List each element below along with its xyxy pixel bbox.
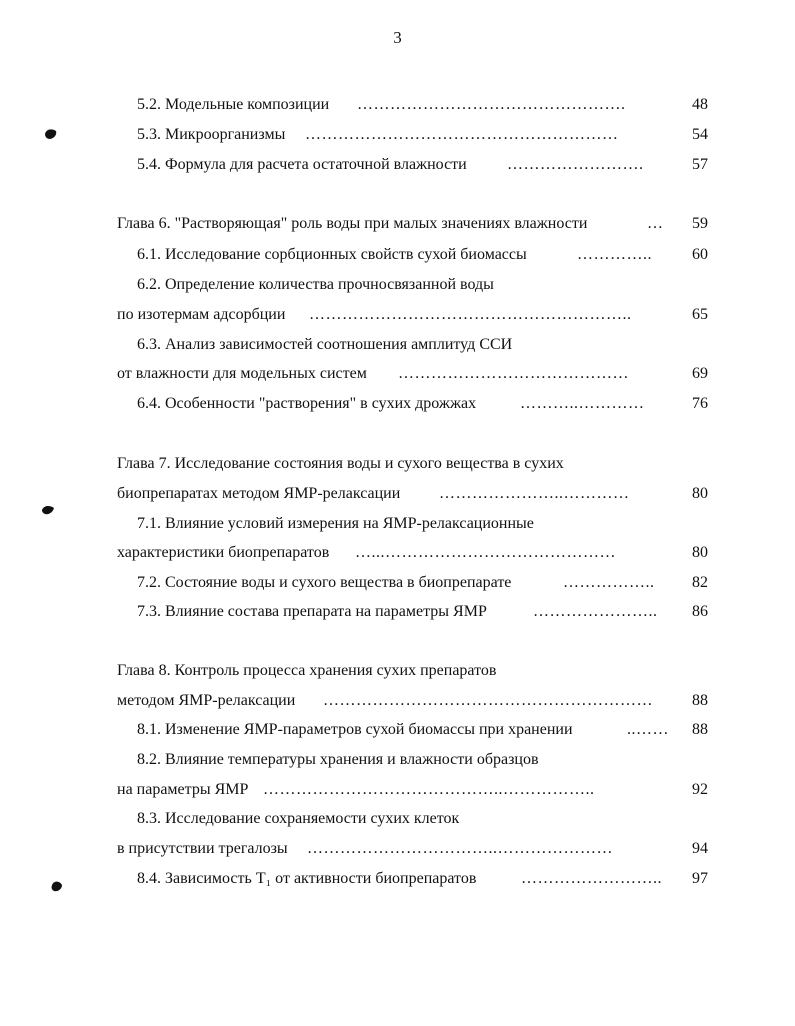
toc-entry-5-3 <box>0 125 795 151</box>
toc-entry-title: Глава 7. Исследование состояния воды и сухого вещества в сухих <box>117 455 564 472</box>
toc-page-number: 88 <box>692 721 708 738</box>
toc-leader-dots: ………………………………………………… <box>305 126 619 143</box>
toc-entry-8-2-cont <box>0 780 795 806</box>
toc-entry-title: 5.3. Микроорганизмы <box>137 126 286 143</box>
toc-entry-title: 6.1. Исследование сорбционных свойств сухой биомассы <box>137 246 527 263</box>
toc-page-number: 57 <box>692 156 708 173</box>
binding-hole-mark <box>50 880 64 892</box>
toc-entry-title: Глава 6. "Растворяющая" роль воды при малых значениях влажности <box>117 215 588 232</box>
toc-entry-8-4 <box>0 869 795 895</box>
binding-hole-mark <box>44 128 58 140</box>
toc-entry-title: на параметры ЯМР <box>117 781 249 798</box>
toc-leader-dots: …...…………………………………… <box>355 544 616 561</box>
toc-entry-title: 5.2. Модельные композиции <box>137 96 330 113</box>
toc-entry-7-2 <box>0 573 795 599</box>
toc-leader-dots: ……………………………..………………… <box>307 840 613 857</box>
toc-entry-title: 8.4. Зависимость T₁ от активности биопрепаратов <box>137 870 477 887</box>
toc-page-number: 88 <box>692 692 708 709</box>
toc-entry-title: методом ЯМР-релаксации <box>117 692 296 709</box>
toc-page-number: 92 <box>692 781 708 798</box>
toc-entry-chapter-8 <box>0 661 795 687</box>
toc-entry-6-3 <box>0 335 795 361</box>
binding-hole-mark <box>41 504 55 516</box>
toc-entry-title: характеристики биопрепаратов <box>117 544 330 561</box>
toc-entry-8-1 <box>0 720 795 746</box>
toc-leader-dots: …………………………………… <box>398 365 629 382</box>
toc-entry-7-1-cont <box>0 543 795 569</box>
toc-leader-dots: …………………..………… <box>439 485 630 502</box>
toc-entry-6-1 <box>0 245 795 271</box>
toc-entry-chapter-7-cont <box>0 484 795 510</box>
toc-entry-7-1 <box>0 514 795 540</box>
toc-entry-title: Глава 8. Контроль процесса хранения сухих препаратов <box>117 662 497 679</box>
toc-leader-dots: ……………………. <box>507 156 644 173</box>
toc-entry-chapter-8-cont <box>0 691 795 717</box>
toc-page-number: 54 <box>692 126 708 143</box>
toc-entry-title: 8.2. Влияние температуры хранения и влажности образцов <box>137 751 539 768</box>
toc-entry-title: 6.3. Анализ зависимостей соотношения амплитуд ССИ <box>137 336 513 353</box>
toc-entry-5-2 <box>0 95 795 121</box>
toc-entry-title: 7.1. Влияние условий измерения на ЯМР-релаксационные <box>137 515 534 532</box>
toc-entry-8-3 <box>0 809 795 835</box>
toc-page-number: 48 <box>692 96 708 113</box>
toc-entry-title: от влажности для модельных систем <box>117 365 367 382</box>
toc-entry-title: 8.1. Изменение ЯМР-параметров сухой биомассы при хранении <box>137 721 573 738</box>
toc-leader-dots: …………………………………………………… <box>323 692 653 709</box>
toc-entry-title: 6.2. Определение количества прочносвязанной воды <box>137 276 494 293</box>
toc-entry-title: 6.4. Особенности "растворения" в сухих дрожжах <box>137 395 477 412</box>
toc-page-number: 94 <box>692 840 708 857</box>
toc-page-number: 69 <box>692 365 708 382</box>
toc-entry-title: 7.3. Влияние состава препарата на параметры ЯМР <box>137 603 487 620</box>
toc-page-number: 80 <box>692 485 708 502</box>
toc-page-number: 59 <box>692 215 708 232</box>
toc-entry-6-2-cont <box>0 305 795 331</box>
toc-entry-8-3-cont <box>0 839 795 865</box>
toc-leader-dots: … <box>647 215 664 232</box>
toc-entry-chapter-6 <box>0 214 795 240</box>
toc-leader-dots: ………..………… <box>520 395 645 412</box>
toc-leader-dots: ………………………………………………….. <box>309 306 632 323</box>
toc-leader-dots: …………………….. <box>521 870 662 887</box>
toc-page-number: 97 <box>692 870 708 887</box>
page-number: 3 <box>393 28 402 47</box>
toc-page-number: 76 <box>692 395 708 412</box>
toc-entry-title: по изотермам адсорбции <box>117 306 286 323</box>
toc-leader-dots: …………………………………………. <box>357 96 626 113</box>
toc-entry-5-4 <box>0 155 795 181</box>
toc-entry-6-4 <box>0 394 795 420</box>
toc-entry-title: в присутствии трегалозы <box>117 840 288 857</box>
toc-page-number: 86 <box>692 603 708 620</box>
toc-page-number: 60 <box>692 246 708 263</box>
toc-page-number: 80 <box>692 544 708 561</box>
toc-page-number: 82 <box>692 574 708 591</box>
toc-leader-dots: …………….. <box>563 574 655 591</box>
toc-entry-6-2 <box>0 275 795 301</box>
toc-entry-chapter-7 <box>0 454 795 480</box>
toc-leader-dots: ………….. <box>577 246 652 263</box>
toc-entry-title: 8.3. Исследование сохраняемости сухих клеток <box>137 810 460 827</box>
toc-entry-8-2 <box>0 750 795 776</box>
toc-entry-title: 5.4. Формула для расчета остаточной влажности <box>137 156 467 173</box>
toc-leader-dots: ..…… <box>627 721 669 738</box>
toc-leader-dots: ……………………………………..…………….. <box>263 781 595 798</box>
toc-entry-6-3-cont <box>0 364 795 390</box>
toc-leader-dots: ………………….. <box>533 603 658 620</box>
toc-entry-title: биопрепаратах методом ЯМР-релаксации <box>117 485 401 502</box>
toc-entry-7-3 <box>0 602 795 628</box>
toc-page-number: 65 <box>692 306 708 323</box>
toc-entry-title: 7.2. Состояние воды и сухого вещества в биопрепарате <box>137 574 512 591</box>
